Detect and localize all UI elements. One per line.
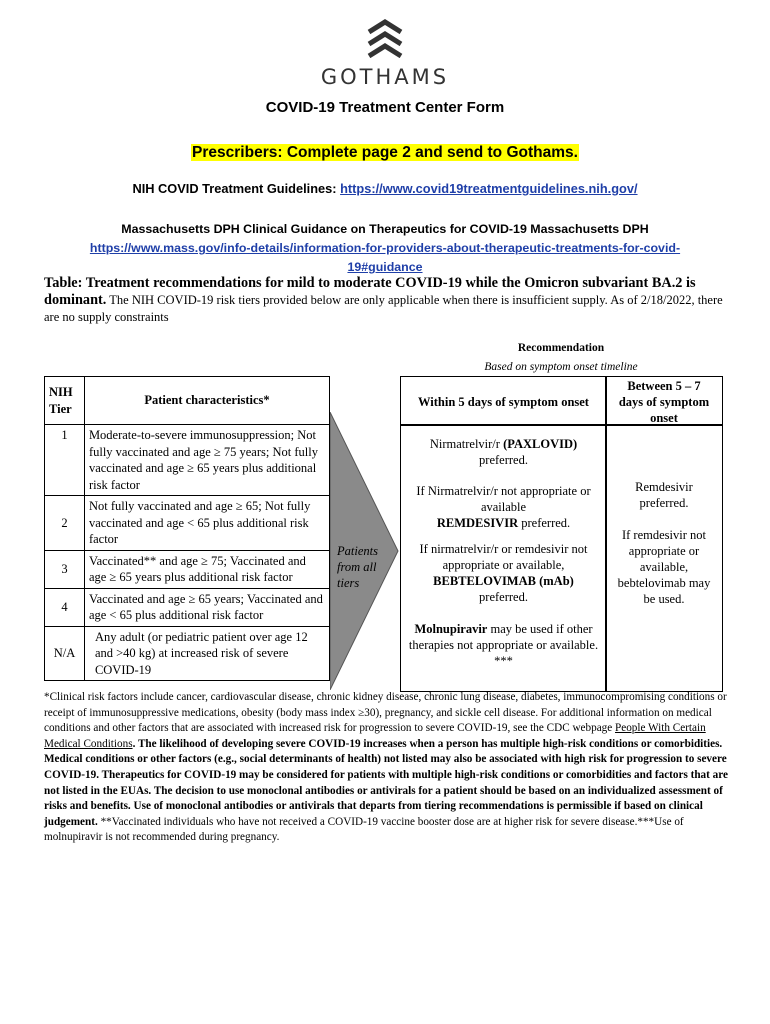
within5-drug-2: REMDESIVIR — [436, 516, 519, 530]
mass-dph-block — [0, 220, 770, 277]
characteristics-header: Patient characteristics* — [84, 377, 329, 425]
within5-drug-3: BEBTELOVIMAB (mAb) — [433, 574, 574, 588]
logo — [0, 14, 770, 89]
tier-cell: 4 — [45, 588, 85, 626]
footnote-part1: *Clinical risk factors include cancer, cardiovascular disease, chronic kidney disease, chronic lung disease, diabetes, immunocompromising conditions or receipt of immunosuppressive medications, obesity (body mass index ≥30), pregnancy, and sickle cell disease. For additional information on medical conditions and other factors that are associated with increased risk for progression to severe COVID-19, see the CDC webpage — [44, 691, 727, 735]
tier-table — [44, 376, 330, 681]
between-p2: If remdesivir not appropriate or available, bebtelovimab may be used. — [617, 528, 711, 606]
within5-tail-3: preferred. — [479, 590, 528, 604]
within5-tail-2: preferred. — [521, 516, 571, 530]
within5-brand-1: (PAXLOVID) — [503, 437, 578, 451]
tier-cell: 2 — [45, 496, 85, 551]
characteristics-cell: Moderate-to-severe immunosuppression; Not fully vaccinated and age ≥ 75 years; Not fully vaccinated and age ≥ 65 years plus additional risk factor — [84, 425, 329, 496]
footnote-part2: **Vaccinated individuals who have not received a COVID-19 vaccine booster dose are at higher risk for severe disease.***Use of molnupiravir is not recommended during pregnancy. — [44, 815, 684, 844]
logo-wordmark: GOTHAMS — [320, 65, 450, 89]
within5-head-3: If nirmatrelvir/r or remdesivir not appropriate or available, — [419, 542, 588, 572]
between-p1: Remdesivir preferred. — [635, 480, 693, 510]
prescribers-note: Prescribers: Complete page 2 and send to Gothams. — [192, 144, 578, 161]
footnote-bold: . The likelihood of developing severe COVID-19 increases when a person has multiple high-risk conditions or comorbidities. Medical conditions or other factors (e.g., social determinants of health) not listed may also be associated with high risk for progression to severe COVID-19. Therapeutics for COVID-19 may be considered for patients with multiple high-risk conditions or comorbidities and factors that are not listed in the EUAs. The decision to use monoclonal antibodies or antivirals for a patient should be based on an individualized assessment of risks and benefits. Use of monoclonal antibodies or antivirals that departs from tiering recommendations is permissible if based on clinical judgement. — [44, 737, 728, 828]
characteristics-cell: Not fully vaccinated and age ≥ 65; Not fully vaccinated and age < 65 plus additional risk factor — [84, 496, 329, 551]
table-row — [45, 496, 330, 551]
tier-cell: 1 — [45, 425, 85, 496]
table-row — [45, 588, 330, 626]
table-row — [45, 626, 330, 681]
gothams-logo-icon — [0, 14, 770, 58]
nih-guidelines-line — [0, 181, 770, 196]
prescribers-note-wrapper — [0, 144, 770, 162]
within5-drug-4: Molnupiravir — [414, 622, 488, 636]
mass-dph-label: Massachusetts DPH Clinical Guidance on Therapeutics for COVID-19 Massachusetts DPH — [121, 222, 649, 236]
tier-cell: N/A — [45, 626, 85, 681]
between-header: Between 5 – 7 days of symptom onset — [618, 379, 710, 425]
within5-tail-4: may be used if other therapies not appropriate or available. *** — [408, 622, 599, 668]
characteristics-cell: Vaccinated** and age ≥ 75; Vaccinated and age ≥ 65 years plus additional risk factor — [84, 550, 329, 588]
between-header-box — [605, 376, 723, 426]
within5-drug-1: Nirmatrelvir/r — [429, 437, 500, 451]
table-row — [45, 425, 330, 496]
recommendation-subtitle: Based on symptom onset timeline — [484, 361, 638, 373]
tier-table-header — [45, 377, 330, 425]
within5-tail-1: preferred. — [479, 453, 528, 467]
table-caption-bold: Table: Treatment recommendations for mild to moderate COVID-19 while the Omicron subvariant BA.2 is dominant. — [44, 275, 696, 308]
between-body — [605, 424, 723, 692]
within5-head-2: If Nirmatrelvir/r not appropriate or available — [416, 484, 591, 514]
table-caption — [44, 275, 732, 326]
nih-link[interactable]: https://www.covid19treatmentguidelines.nih.gov/ — [340, 181, 638, 196]
recommendation-title: Recommendation — [517, 342, 605, 354]
characteristics-cell: Any adult (or pediatric patient over age 12 and >40 kg) at increased risk of severe COVID-19 — [84, 626, 329, 681]
mass-dph-link-cont[interactable]: 19#guidance — [347, 260, 423, 274]
table-caption-rest: The NIH COVID-19 risk tiers provided below are only applicable when there is insufficient supply. As of 2/18/2022, there are no supply constraints — [44, 293, 723, 324]
within5-header-box — [400, 376, 607, 426]
table-row — [45, 550, 330, 588]
nih-label: NIH COVID Treatment Guidelines: — [132, 181, 337, 196]
within5-body — [400, 424, 607, 692]
arrow-label: Patients from all tiers — [337, 544, 378, 590]
tier-header: NIH Tier — [45, 377, 85, 425]
characteristics-cell: Vaccinated and age ≥ 65 years; Vaccinated and age < 65 plus additional risk factor — [84, 588, 329, 626]
footnote — [44, 690, 728, 846]
tier-cell: 3 — [45, 550, 85, 588]
cdc-conditions-link[interactable]: People With Certain Medical Conditions — [44, 722, 706, 750]
form-title: COVID-19 Treatment Center Form — [265, 99, 505, 116]
mass-dph-link[interactable]: https://www.mass.gov/info-details/information-for-providers-about-therapeutic-treatments-for-covid- — [89, 241, 681, 255]
within5-header: Within 5 days of symptom onset — [418, 395, 589, 409]
